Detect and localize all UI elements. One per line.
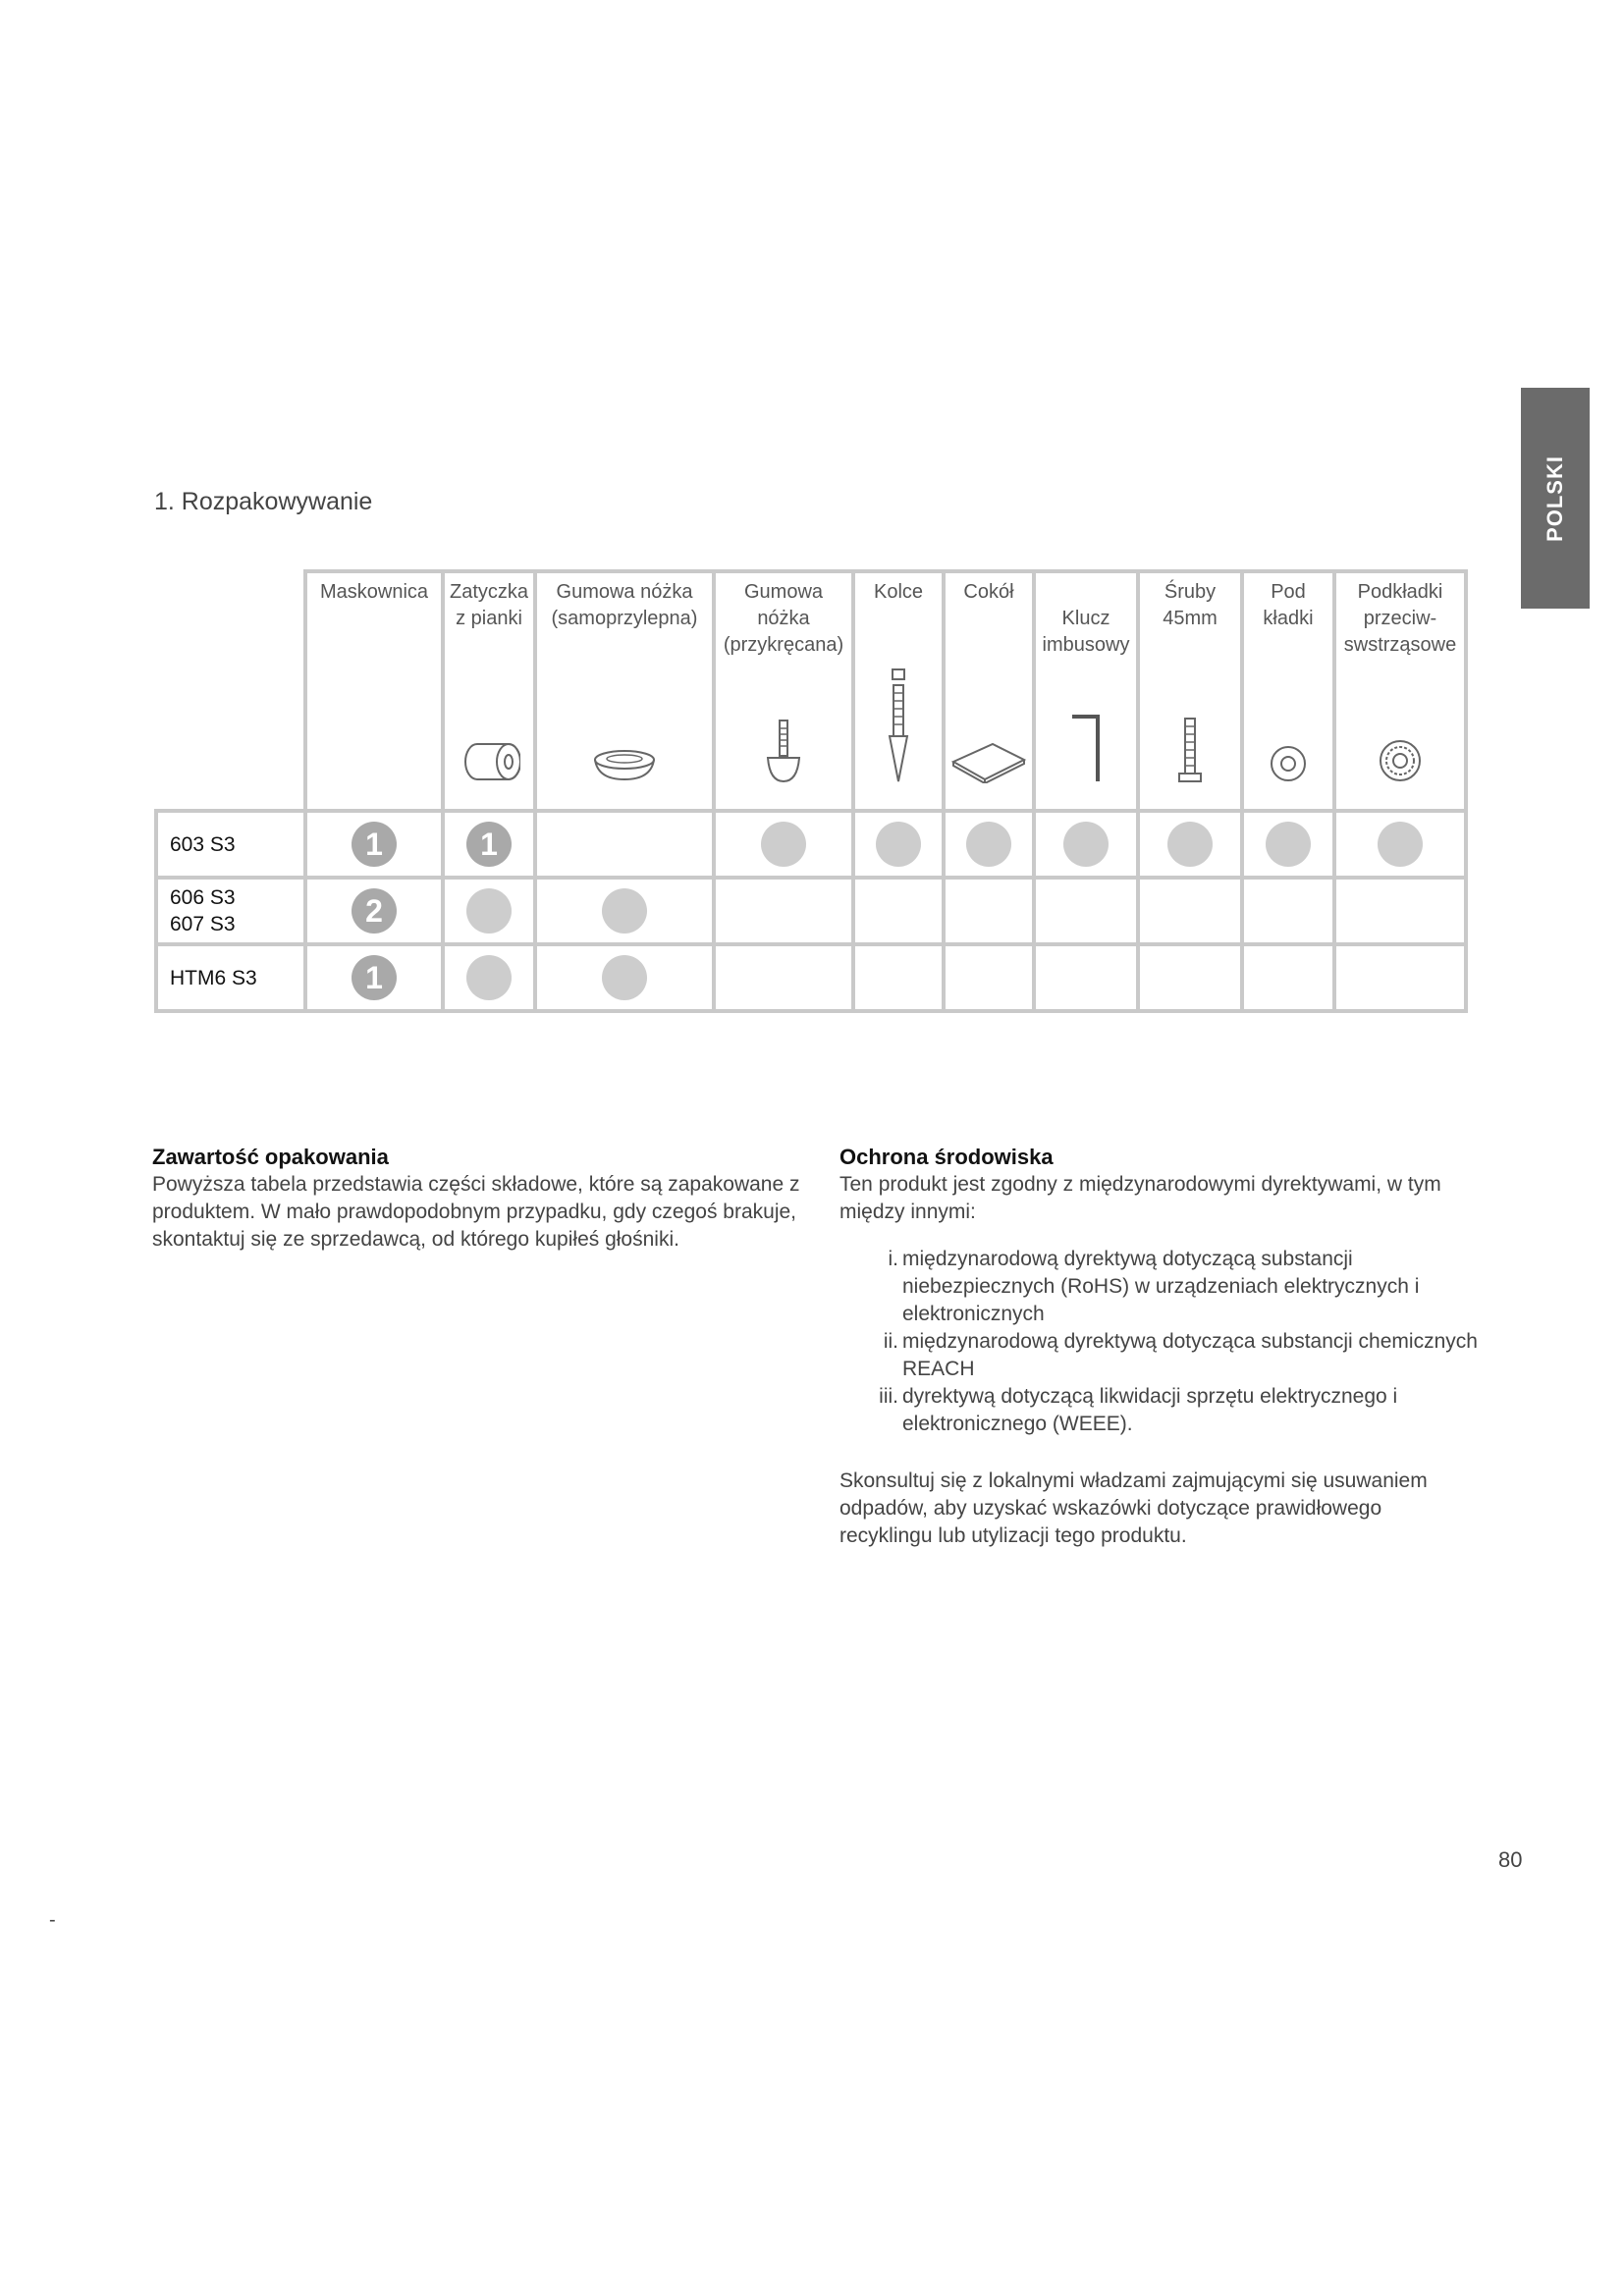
table-row (156, 878, 1466, 944)
empty-cell (714, 944, 853, 1011)
empty-cell (1138, 944, 1242, 1011)
empty-cell (853, 944, 944, 1011)
list-item: ii. międzynarodową dyrektywą dotycząca substancji chemicznych REACH (883, 1330, 1478, 1380)
environment-intro: Ten produkt jest zgodny z międzynarodowymi dyrektywami, w tym między innymi: (839, 1173, 1441, 1223)
col-header-screws: Śruby 45mm (1138, 571, 1242, 811)
quantity-badge: 2 (352, 888, 397, 934)
footer-mark: - (49, 1909, 56, 1931)
empty-cell (1034, 878, 1138, 944)
table-row (156, 811, 1466, 878)
included-dot (1266, 822, 1311, 867)
screw-rubber-foot-icon (764, 719, 803, 783)
quantity-badge: 1 (352, 955, 397, 1000)
allen-key-icon (1068, 713, 1104, 783)
empty-cell (944, 944, 1034, 1011)
col-header-foam-bung: Zatyczka z pianki (443, 571, 535, 811)
included-dot (602, 888, 647, 934)
environment-note: Skonsultuj się z lokalnymi władzami zajmującymi się usuwaniem odpadów, aby uzyskać wskazówki dotyczące prawidłowego recyklingu lub utylizacji tego produktu. (839, 1469, 1428, 1547)
model-label: 603 S3 (156, 811, 305, 878)
empty-cell (1334, 878, 1466, 944)
screw-icon (1175, 717, 1205, 783)
col-header-allen-key: Klucz imbusowy (1034, 571, 1138, 811)
col-header-washers: Pod kładki (1242, 571, 1334, 811)
included-dot (602, 955, 647, 1000)
included-dot (466, 888, 512, 934)
table-row (156, 944, 1466, 1011)
directive-list (839, 1246, 1478, 1438)
language-tab-label: POLSKI (1543, 454, 1567, 542)
plinth-icon (949, 740, 1028, 783)
empty-cell (535, 811, 714, 878)
page-number: 80 (1498, 1847, 1523, 1872)
adhesive-rubber-foot-icon (590, 748, 659, 783)
quantity-badge: 1 (352, 822, 397, 867)
anti-vibration-washer-icon (1378, 738, 1423, 783)
empty-cell (944, 878, 1034, 944)
list-item: i. międzynarodową dyrektywą dotyczącą substancji niebezpiecznych (RoHS) w urządzeniach elektrycznych i elektronicznych (888, 1248, 1420, 1325)
col-header-anti-vibration: Podkładki przeciw- swstrząsowe (1334, 571, 1466, 811)
section-title: 1. Rozpakowywanie (154, 488, 373, 515)
model-label (156, 878, 305, 944)
included-dot (1378, 822, 1423, 867)
environment-heading: Ochrona środowiska (839, 1145, 1054, 1169)
empty-cell (853, 878, 944, 944)
package-contents-body: Powyższa tabela przedstawia części składowe, które są zapakowane z produktem. W mało prawdopodobnym przypadku, gdy czegoś brakuje, skontaktuj się ze sprzedawcą, od którego kupiłeś głośniki. (152, 1173, 800, 1251)
included-dot (876, 822, 921, 867)
empty-cell (1138, 878, 1242, 944)
parts-table (154, 569, 1468, 1013)
included-dot (466, 955, 512, 1000)
included-dot (966, 822, 1011, 867)
table-corner (156, 571, 305, 811)
empty-cell (1242, 944, 1334, 1011)
quantity-badge: 1 (466, 822, 512, 867)
col-header-screw-foot: Gumowa nóżka (przykręcana) (714, 571, 853, 811)
model-label: HTM6 S3 (156, 944, 305, 1011)
col-header-grille: Maskownica (305, 571, 443, 811)
included-dot (1167, 822, 1213, 867)
washer-icon (1269, 744, 1308, 783)
empty-cell (1034, 944, 1138, 1011)
spike-icon (884, 667, 913, 783)
list-item: iii. dyrektywą dotyczącą likwidacji sprzętu elektrycznego i elektronicznego (WEEE). (879, 1385, 1398, 1435)
package-contents-heading: Zawartość opakowania (152, 1145, 389, 1169)
col-header-adhesive-foot: Gumowa nóżka (samoprzylepna) (535, 571, 714, 811)
empty-cell (1334, 944, 1466, 1011)
col-header-spikes: Kolce (853, 571, 944, 811)
language-tab (1521, 388, 1590, 609)
included-dot (761, 822, 806, 867)
col-header-plinth: Cokół (944, 571, 1034, 811)
environment-section (839, 1144, 1478, 1550)
model-label-line: 606 S3 607 S3 (170, 886, 236, 935)
foam-bung-icon (458, 740, 520, 783)
included-dot (1063, 822, 1109, 867)
package-contents-section (152, 1144, 820, 1254)
empty-cell (714, 878, 853, 944)
empty-cell (1242, 878, 1334, 944)
